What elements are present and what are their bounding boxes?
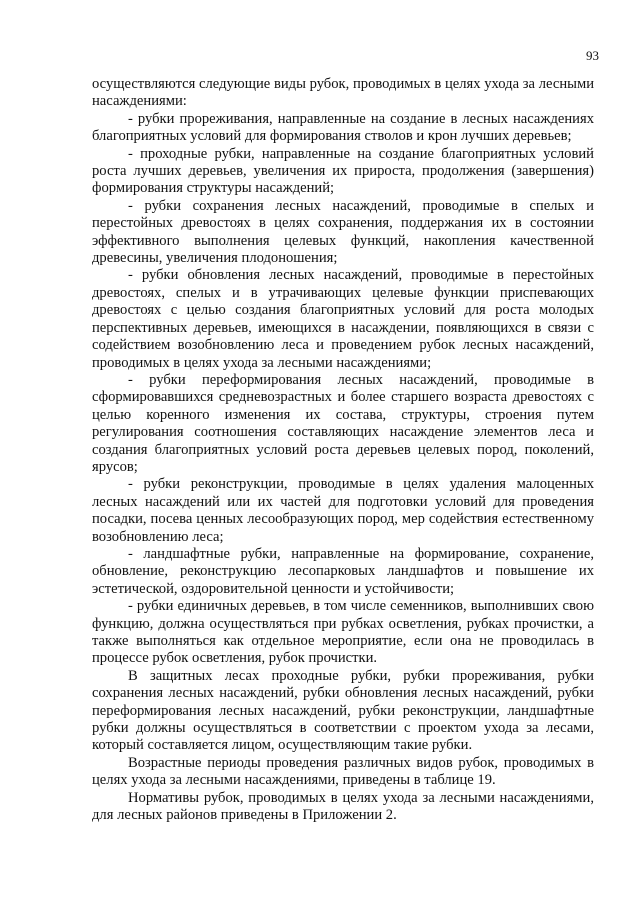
page-number: 93 xyxy=(586,48,599,63)
list-item-single-tree-cutting: - рубки единичных деревьев, в том числе семенников, выполнивших свою функцию, должна осуществляться при рубках осветления, рубках прочистки, а также выполняться как отдельное мероприятие, если она не проводилась в процессе рубок осветления, рубок прочистки. xyxy=(92,598,594,667)
list-item-passage-cutting: - проходные рубки, направленные на создание благоприятных условий роста лучших деревьев, увеличения их прироста, продолжения (завершения) формирования структуры насаждений; xyxy=(92,145,594,197)
protective-forests-paragraph: В защитных лесах проходные рубки, рубки прореживания, рубки сохранения лесных насаждений, рубки обновления лесных насаждений, рубки переформирования лесных насаждений, рубки реконструкции, ландшафтные рубки должны осуществляться в соответствии с проектом ухода за лесами, который составляется лицом, осуществляющим такие рубки. xyxy=(92,667,594,754)
age-periods-paragraph: Возрастные периоды проведения различных видов рубок, проводимых в целях ухода за лесными насаждениями, приведены в таблице 19. xyxy=(92,754,594,789)
list-item-thinning: - рубки прореживания, направленные на создание в лесных насаждениях благоприятных условий для формирования стволов и крон лучших деревьев; xyxy=(92,110,594,145)
list-item-landscape-cutting: - ландшафтные рубки, направленные на формирование, сохранение, обновление, реконструкцию лесопарковых ландшафтов и повышение их эстетической, оздоровительной ценности и устойчивости; xyxy=(92,545,594,597)
list-item-preservation-cutting: - рубки сохранения лесных насаждений, проводимые в спелых и перестойных древостоях в целях сохранения, поддержания их в состоянии эффективного выполнения целевых функций, накопления качественной древесины, увеличения плодоношения; xyxy=(92,197,594,267)
list-item-reformation-cutting: - рубки переформирования лесных насаждений, проводимые в сформировавшихся средневозрастных и более старшего возраста древостоях с целью коренного изменения их состава, структуры, строения путем регулирования соотношения составляющих насаждение элементов леса и создания благоприятных условий роста деревьев целевых пород, поколений, ярусов; xyxy=(92,371,594,475)
list-item-reconstruction-cutting: - рубки реконструкции, проводимые в целях удаления малоценных лесных насаждений или их частей для подготовки условий для проведения посадки, посева ценных лесообразующих пород, мер содействия естественному возобновлению леса; xyxy=(92,476,594,545)
intro-paragraph: осуществляются следующие виды рубок, проводимых в целях ухода за лесными насаждениями: xyxy=(92,76,594,110)
list-item-renewal-cutting: - рубки обновления лесных насаждений, проводимые в перестойных древостоях, спелых и в утрачивающих целевые функции приспевающих древостоях с целью создания благоприятных условий для роста молодых перспективных деревьев, имеющихся в насаждении, появляющихся в связи с содействием возобновлению леса и проведением рубок лесных насаждений, проводимых в целях ухода за лесными насаждениями; xyxy=(92,267,594,371)
norms-paragraph: Нормативы рубок, проводимых в целях ухода за лесными насаждениями, для лесных районов приведены в Приложении 2. xyxy=(92,789,594,824)
page-body xyxy=(92,76,594,824)
